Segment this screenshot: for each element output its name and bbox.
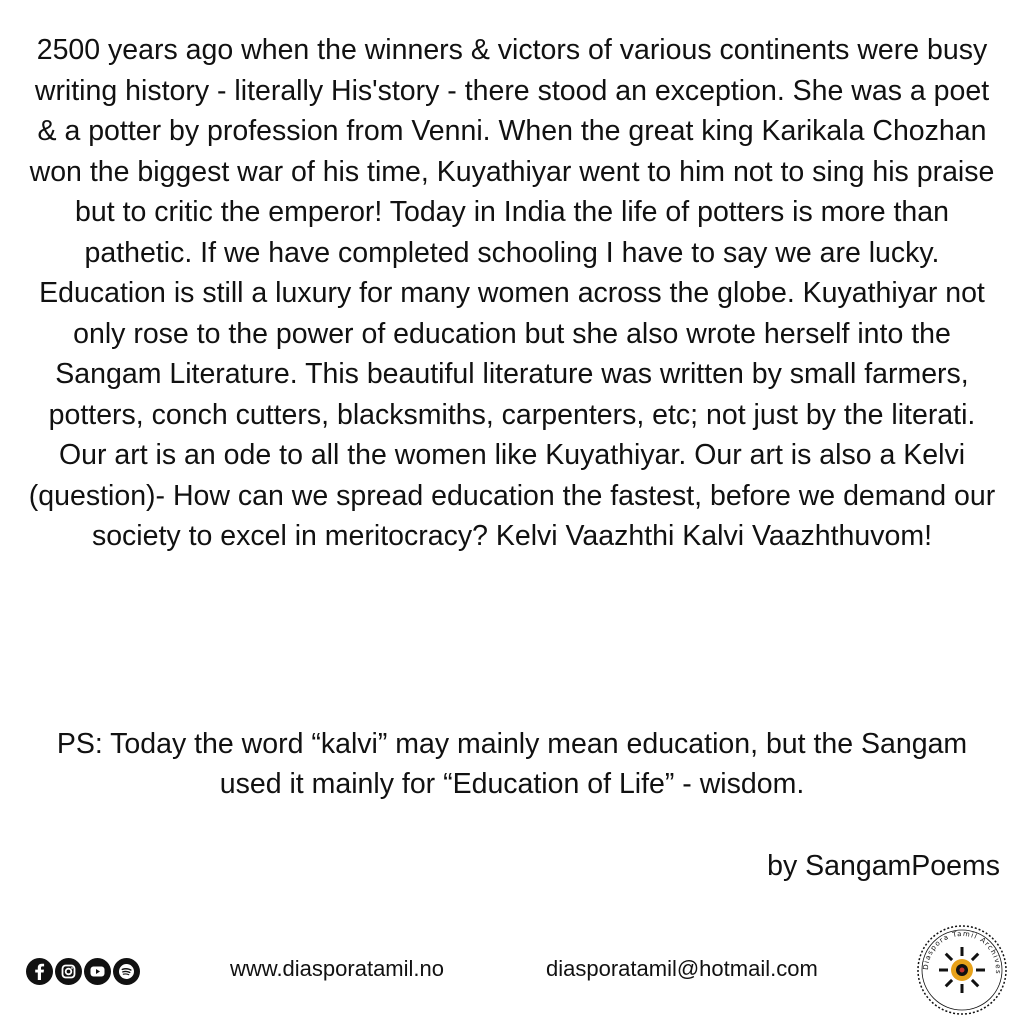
footer xyxy=(0,929,1024,1010)
website-link[interactable]: www.diasporatamil.no xyxy=(230,956,444,981)
article-byline: by SangamPoems xyxy=(767,850,1000,882)
logo-ring-text: Diaspora Tamil Archives xyxy=(921,929,1003,976)
diaspora-tamil-archives-logo xyxy=(914,922,1010,1018)
spotify-icon[interactable] xyxy=(113,958,140,985)
youtube-icon[interactable] xyxy=(84,958,111,985)
article-postscript: PS: Today the word “kalvi” may mainly mean education, but the Sangam used it mainly for “Education of Life” - wisdom. xyxy=(56,728,968,800)
instagram-icon[interactable] xyxy=(55,958,82,985)
article-body: 2500 years ago when the winners & victors of various continents were busy writing history - literally His'story - there stood an exception. She was a poet & a potter by profession from Venni. When the great king Karikala Chozhan won the biggest war of his time, Kuyathiyar went to him not to sing his praise but to critic the emperor! Today in India the life of potters is more than pathetic. If we have completed schooling I have to say we are lucky. Education is still a luxury for many women across the globe. Kuyathiyar not only rose to the power of education but she also wrote herself into the Sangam Literature. This beautiful literature was written by small farmers, potters, conch cutters, blacksmiths, carpenters, etc; not just by the literati. Our art is an ode to all the women like Kuyathiyar. Our art is also a Kelvi (question)- How can we spread education the fastest, before we demand our society to excel in meritocracy? Kelvi Vaazhthi Kalvi Vaazhthuvom! xyxy=(28,34,996,552)
social-links xyxy=(26,958,140,985)
email-link[interactable]: diasporatamil@hotmail.com xyxy=(546,956,818,981)
logo-sun-icon xyxy=(939,947,985,993)
facebook-icon[interactable] xyxy=(26,958,53,985)
